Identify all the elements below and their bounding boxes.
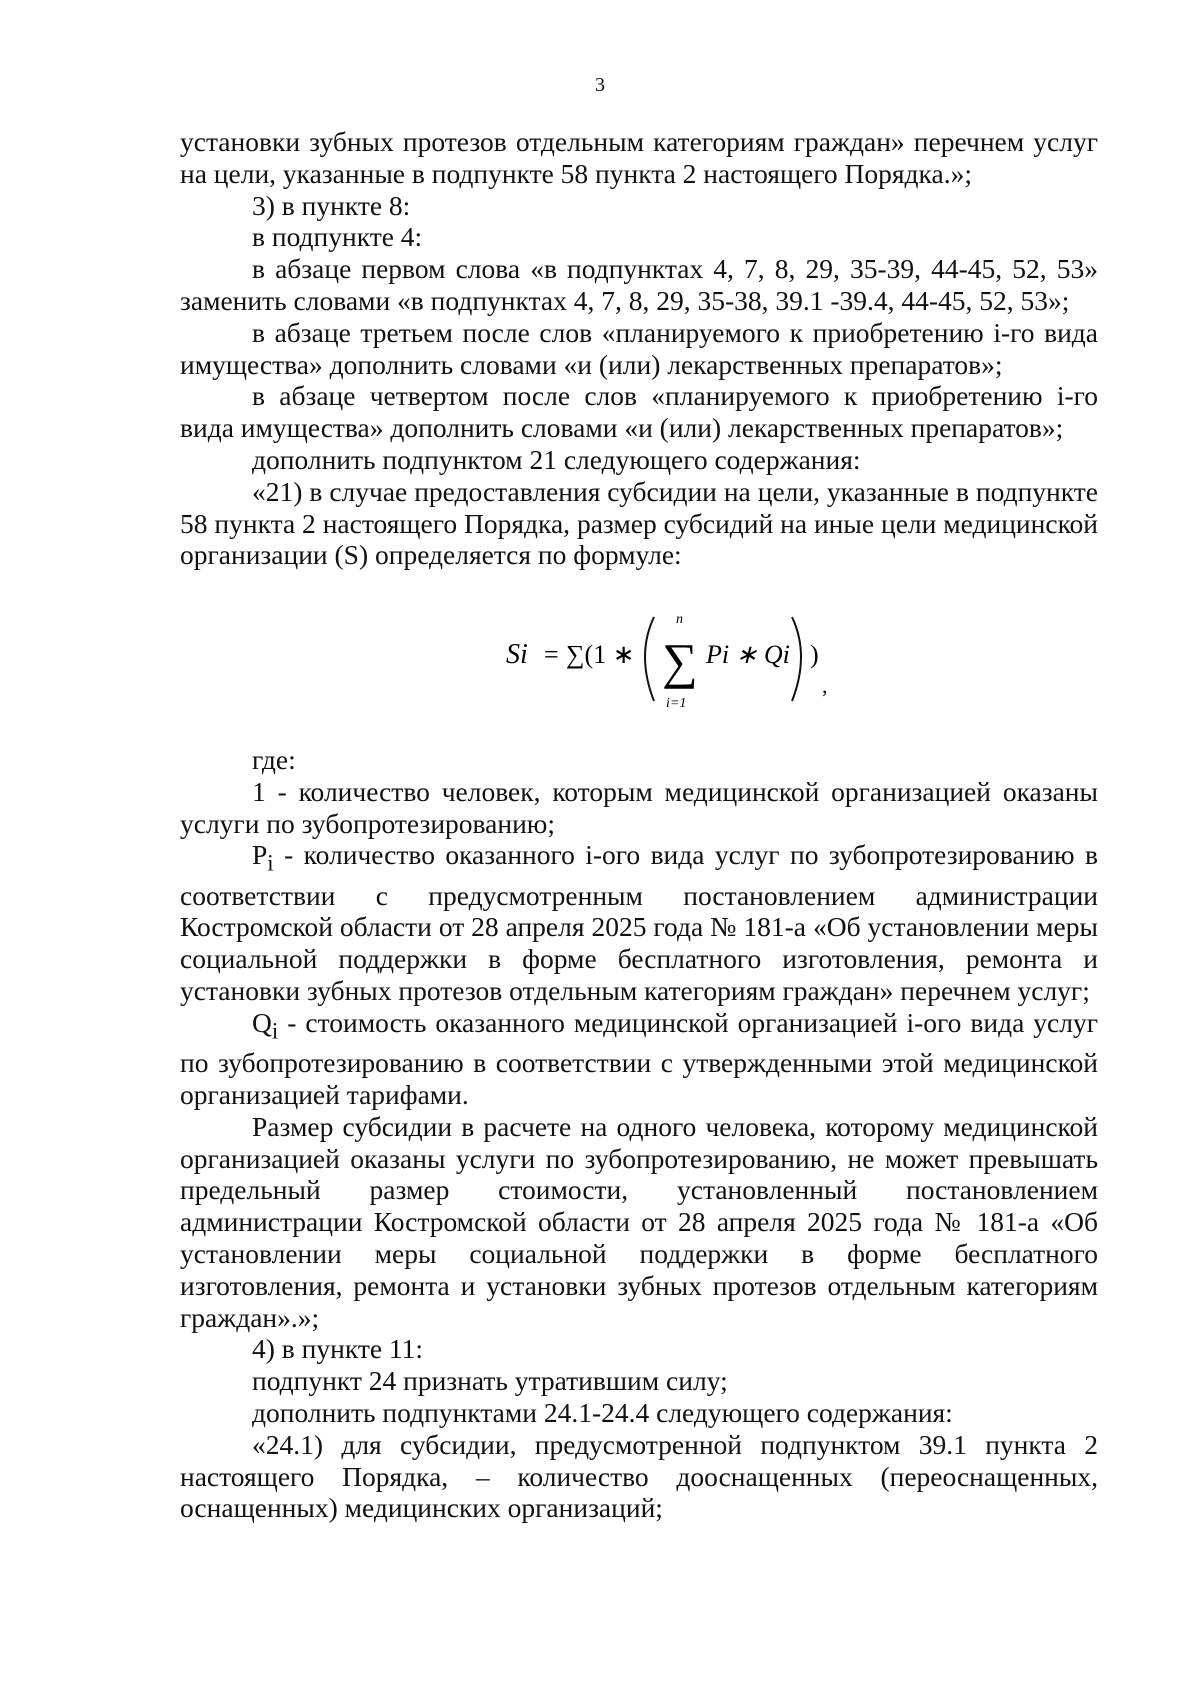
formula-comma: , bbox=[822, 673, 828, 698]
formula-lhs: Si bbox=[506, 639, 528, 670]
formula-lower-limit: i=1 bbox=[666, 696, 687, 711]
paragraph: Размер субсидии в расчете на одного человека, которому медицинской организацией оказаны услуги по зубопротезированию, не может превышать предельный размер стоимости, установленный постановлением администрации Костромской области от 28 апреля 2025 года № 181-а «Об установлении меры социальной поддержки в форме бесплатного изготовления, ремонта и установки зубных протезов отдельным категориям граждан».»; bbox=[180, 1110, 1098, 1333]
text-block-lower bbox=[180, 744, 1098, 1524]
paragraph: «21) в случае предоставления субсидии на цели, указанные в подпункте 58 пункта 2 настоящего Порядка, размер субсидий на иные цели медицинской организации (S) определяется по формуле: bbox=[180, 475, 1098, 571]
formula-term: Pi ∗ Qi bbox=[706, 640, 790, 669]
formula-graphic bbox=[470, 605, 890, 715]
formula-sum-open: ∑(1 ∗ bbox=[566, 640, 635, 669]
paragraph: где: bbox=[252, 744, 296, 775]
formula-left-paren bbox=[645, 617, 654, 701]
paragraph-q-definition bbox=[180, 1007, 1098, 1111]
formula-sigma: ∑ bbox=[662, 633, 698, 689]
formula-upper-limit: n bbox=[676, 612, 683, 627]
definition-text: - количество оказанного i-ого вида услуг по зубопротезированию в соответствии с предусмотренным постановлением администрации Костромской области от 28 апреля 2025 года № 181-а «Об установлении меры социальной поддержки в форме бесплатного изготовления, ремонта и установки зубных протезов отдельным категориям граждан» перечнем услуг; bbox=[180, 839, 1098, 1007]
paragraph: в подпункте 4: bbox=[252, 221, 423, 253]
paragraph: 3) в пункте 8: bbox=[252, 189, 411, 221]
paragraph: установки зубных протезов отдельным категориям граждан» перечнем услуг на цели, указанные в подпункте 58 пункта 2 настоящего Порядка.»; bbox=[180, 126, 1098, 189]
formula-equals: = bbox=[544, 640, 559, 669]
symbol-p-subscript: i bbox=[267, 850, 274, 876]
paragraph: в абзаце первом слова «в подпунктах 4, 7, 8, 29, 35-39, 44-45, 52, 53» заменить словами «в подпунктах 4, 7, 8, 29, 35-38, 39.1 -39.4, 44-45, 52, 53»; bbox=[180, 253, 1098, 316]
paragraph-p-definition bbox=[180, 839, 1098, 1006]
symbol-q-subscript: i bbox=[271, 1018, 279, 1044]
text-block-upper bbox=[180, 126, 1098, 571]
paragraph: в абзаце четвертом после слов «планируемого к приобретению i-го вида имущества» дополнить словами «и (или) лекарственных препаратов»; bbox=[180, 380, 1098, 444]
paragraph: подпункт 24 признать утратившим силу; bbox=[252, 1365, 728, 1397]
paragraph: 1 - количество человек, которым медицинской организацией оказаны услуги по зубопротезированию; bbox=[180, 775, 1098, 839]
paragraph: «24.1) для субсидии, предусмотренной подпунктом 39.1 пункта 2 настоящего Порядка, – количество дооснащенных (переоснащенных, оснащенных) медицинских организаций; bbox=[180, 1428, 1098, 1524]
formula bbox=[470, 605, 890, 715]
paragraph: 4) в пункте 11: bbox=[252, 1333, 424, 1365]
symbol-p: P bbox=[252, 839, 268, 871]
formula-right-paren bbox=[792, 617, 801, 701]
definition-text: - стоимость оказанного медицинской организацией i-ого вида услуг по зубопротезированию в соответствии с утвержденными этой медицинской организацией тарифами. bbox=[180, 1006, 1098, 1110]
formula-close: ) bbox=[810, 640, 819, 669]
paragraph: дополнить подпунктом 21 следующего содержания: bbox=[252, 443, 861, 475]
paragraph: дополнить подпунктами 24.1-24.4 следующего содержания: bbox=[252, 1396, 953, 1428]
paragraph: в абзаце третьем после слов «планируемого к приобретению i-го вида имущества» дополнить словами «и (или) лекарственных препаратов»; bbox=[180, 316, 1098, 380]
symbol-q: Q bbox=[252, 1006, 272, 1038]
page-number: 3 bbox=[595, 74, 605, 96]
